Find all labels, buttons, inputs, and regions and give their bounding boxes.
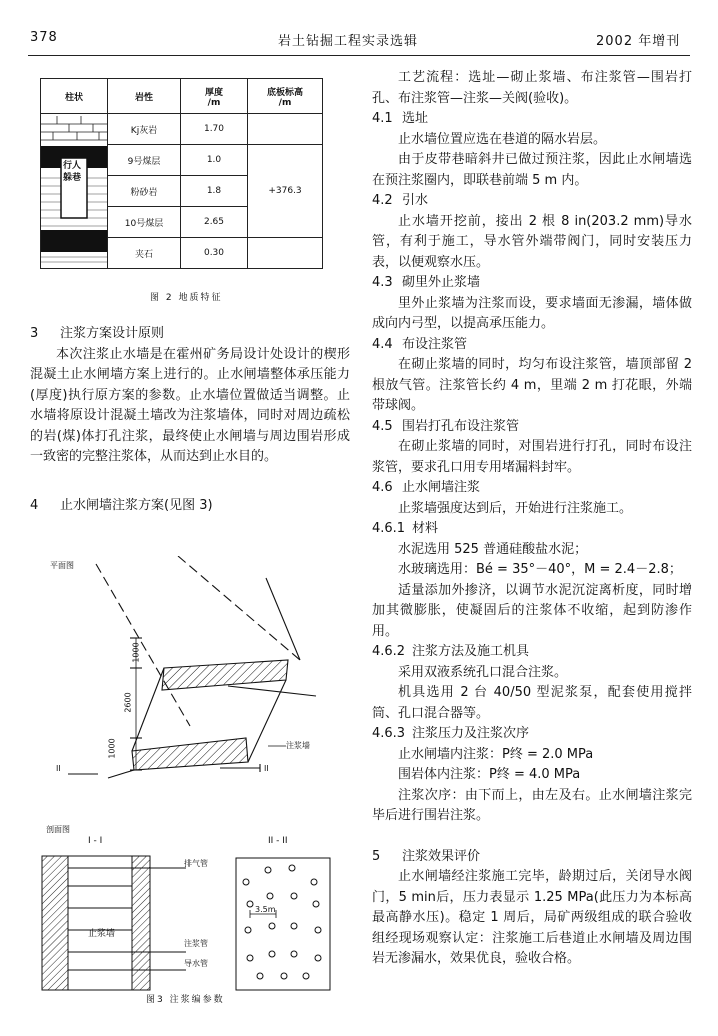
section-number: 4 xyxy=(30,497,39,513)
elevation-cell-blank xyxy=(248,114,323,145)
section-4-6-heading xyxy=(372,478,692,499)
section-number: 4.5 xyxy=(372,418,393,434)
lithology-cell: 10号煤层 xyxy=(108,207,181,238)
section-number: 4.1 xyxy=(372,111,393,126)
section-title: 注浆方案设计原则 xyxy=(60,326,165,341)
section-title: 注浆压力及注浆次序 xyxy=(412,726,530,741)
roadway-label-2: 躲巷 xyxy=(63,173,82,183)
section-mark-left: II xyxy=(56,764,61,773)
stop-wall-label: 止浆墙 xyxy=(88,929,116,939)
dim-top: 1000 xyxy=(131,642,141,663)
col-header-thickness: 厚度 /m xyxy=(181,79,248,114)
section-number: 4.4 xyxy=(372,336,393,352)
section-number: 4.3 xyxy=(372,275,393,290)
elevation-cell-blank xyxy=(248,238,323,269)
paragraph: 水玻璃选用：Bé = 35°－40°，M = 2.4－2.8； xyxy=(398,562,682,577)
drain-pipe-label: 导水管 xyxy=(184,959,208,968)
paragraph: 止浆墙强度达到后，开始进行注浆施工。 xyxy=(398,500,633,516)
section-4-4-heading xyxy=(372,335,692,356)
lithology-cell: 粉砂岩 xyxy=(108,176,181,207)
section-4-6-2-heading xyxy=(372,642,692,663)
paragraph: 由于皮带巷暗斜井已做过预注浆，因此止水闸墙选在预注浆圈内，即联巷前端 5 m 内。 xyxy=(372,152,692,188)
header-rule xyxy=(28,55,690,56)
lithology-cell: Kj灰岩 xyxy=(108,114,181,145)
figure3-caption: 图3 注浆编参数 xyxy=(146,995,225,1005)
paragraph: 适量添加外掺济，以调节水泥沉淀离析度，同时增加其微膨胀，使凝固后的注浆体不收缩，起到防渗作用。 xyxy=(372,582,692,639)
section-title: 引水 xyxy=(402,193,429,208)
grout-pipe-label: 注浆管 xyxy=(184,939,208,948)
section-title: 止水闸墙注浆 xyxy=(402,480,481,495)
strata-column xyxy=(41,114,108,269)
right-text-block xyxy=(372,68,692,970)
issue-label: 2002 年增刊 xyxy=(596,34,681,49)
section-number: 4.6.1 xyxy=(372,521,406,536)
strata-column-drawing xyxy=(41,116,107,266)
section-title: 注浆效果评价 xyxy=(402,848,481,864)
paragraph: 围岩体内注浆：P终 = 4.0 MPa xyxy=(398,767,581,782)
section-title: 止水闸墙注浆方案(见图 3) xyxy=(60,497,213,513)
thickness-cell: 0.30 xyxy=(181,238,248,269)
section-4-heading xyxy=(30,496,350,517)
section-mark-right: II xyxy=(264,764,269,773)
section-title: 布设注浆管 xyxy=(402,336,468,352)
vent-pipe-label: 排气管 xyxy=(184,859,208,868)
paragraph: 水泥选用 525 普通硅酸盐水泥； xyxy=(398,541,588,557)
section-view-label: 剖面图 xyxy=(46,825,70,834)
col-header-elevation: 底板标高 /m xyxy=(248,79,323,114)
section-3-body: 本次注浆止水墙是在霍州矿务局设计处设计的楔形混凝土止水闸墙方案上进行的。止水闸墙整体承压能力(厚度)执行原方案的参数。止水墙位置做适当调整。止水墙将原设计混凝土墙改为注浆墙体，同时对周边疏松的岩(煤)体打孔注浆，最终使止水闸墙与周边围岩形成一致密的完整注浆体，从而达到止水目的。 xyxy=(30,346,350,464)
paragraph: 采用双液系统孔口混合注浆。 xyxy=(398,664,568,680)
col-header-column: 柱状 xyxy=(41,79,108,114)
elevation-cell: +376.3 xyxy=(248,145,323,238)
table-row xyxy=(41,114,323,145)
geology-table xyxy=(40,78,323,269)
section-4-5-heading xyxy=(372,417,692,438)
section-4-1-heading xyxy=(372,109,692,130)
lithology-cell: 9号煤层 xyxy=(108,145,181,176)
left-text-block xyxy=(30,324,350,516)
roadway-label-1: 行人 xyxy=(63,161,82,171)
section-number: 4.6 xyxy=(372,480,393,495)
section-title: 材料 xyxy=(412,521,439,536)
paragraph: 止水闸墙经注浆施工完毕，龄期过后，关闭导水阀门，5 min后，压力表显示 1.25 MPa(此压力为本标高最高静水压)。稳定 1 周后，局矿两级组成的联合验收组经现场观察认定：注浆施工后巷道止水闸墙及周边围岩无渗漏水，效果优良，验收合格。 xyxy=(372,869,692,966)
section-number: 3 xyxy=(30,326,39,341)
paragraph: 在砌止浆墙的同时，均匀布设注浆管，墙顶部留 2 根放气管。注浆管长约 4 m，里端 2 m 打花眼，外端带球阀。 xyxy=(372,357,692,413)
thickness-cell: 1.8 xyxy=(181,176,248,207)
paragraph: 止水墙位置应选在巷道的隔水岩层。 xyxy=(398,131,607,147)
thickness-cell: 1.70 xyxy=(181,114,248,145)
paragraph: 在砌止浆墙的同时，对围岩进行打孔，同时布设注浆管，要求孔口用专用堵漏料封牢。 xyxy=(372,439,692,475)
figure2-caption: 图 2 地质特征 xyxy=(150,293,223,303)
thickness-cell: 2.65 xyxy=(181,207,248,238)
section-title: 砌里外止浆墙 xyxy=(402,275,481,290)
section-2-title: II - II xyxy=(268,836,288,846)
section-4-2-heading xyxy=(372,191,692,212)
section-title: 选址 xyxy=(402,111,429,126)
process-flow: 工艺流程：选址—砌止浆墙、布注浆管—围岩打孔、布注浆管—注浆—关阀(验收)。 xyxy=(372,70,692,106)
page-number: 378 xyxy=(30,30,58,45)
grout-wall-label: 注浆墙 xyxy=(286,741,310,750)
section-4-6-3-heading xyxy=(372,724,692,745)
paragraph: 注浆次序：由下而上，由左及右。止水闸墙注浆完毕后进行围岩注浆。 xyxy=(372,787,692,823)
section-5-heading xyxy=(372,847,692,868)
section-number: 4.6.2 xyxy=(372,644,406,659)
section-1-title: I - I xyxy=(88,836,103,846)
plan-view-label: 平面图 xyxy=(50,561,74,570)
section-number: 5 xyxy=(372,848,381,864)
journal-title: 岩土钻掘工程实录选辑 xyxy=(278,34,419,49)
paragraph: 止水墙开挖前，接出 2 根 8 in(203.2 mm)导水管，有利于施工，导水管外端带阀门，同时安装压力表，以便观察水压。 xyxy=(372,213,692,270)
section-number: 4.2 xyxy=(372,193,393,208)
plan-view-drawing xyxy=(38,556,338,786)
section-4-3-heading xyxy=(372,273,692,294)
col-header-lithology: 岩性 xyxy=(108,79,181,114)
lithology-cell: 夹石 xyxy=(108,238,181,269)
thickness-cell: 1.0 xyxy=(181,145,248,176)
dim-bottom: 1000 xyxy=(107,738,117,759)
dim-middle: 2600 xyxy=(123,692,133,713)
section-4-6-1-heading xyxy=(372,519,692,540)
paragraph: 机具选用 2 台 40/50 型泥浆泵，配套使用搅拌筒、孔口混合器等。 xyxy=(372,685,692,721)
section-title: 注浆方法及施工机具 xyxy=(412,644,530,659)
section-number: 4.6.3 xyxy=(372,726,406,741)
paragraph: 止水闸墙内注浆：P终 = 2.0 MPa xyxy=(398,746,594,762)
spacing-label: 3.5m xyxy=(255,905,276,914)
section-title: 围岩打孔布设注浆管 xyxy=(402,418,520,434)
section-3-heading xyxy=(30,324,350,345)
paragraph: 里外止浆墙为注浆而设，要求墙面无渗漏，墙体做成向内弓型，以提高承压能力。 xyxy=(372,295,692,331)
